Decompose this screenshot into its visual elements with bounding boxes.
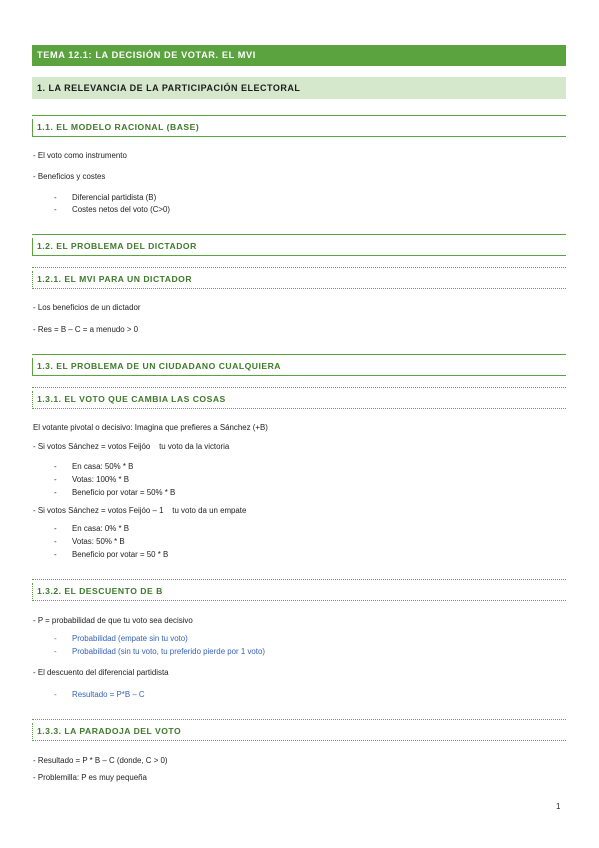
list-item: - Beneficio por votar = 50 * B bbox=[54, 550, 169, 559]
paragraph: - Res = B – C = a menudo > 0 bbox=[33, 325, 139, 334]
paragraph: - Beneficios y costes bbox=[33, 172, 106, 181]
section-1-1-heading: 1.1. EL MODELO RACIONAL (BASE) bbox=[32, 119, 566, 137]
section-1-3-1-heading: 1.3.1. EL VOTO QUE CAMBIA LAS COSAS bbox=[32, 391, 566, 409]
list-item: - Costes netos del voto (C>0) bbox=[54, 205, 171, 214]
paragraph: - El voto como instrumento bbox=[33, 151, 127, 160]
paragraph: - Problemilla: P es muy pequeña bbox=[33, 773, 147, 782]
paragraph: - Si votos Sánchez = votos Feijóo – 1 tu voto da un empate bbox=[33, 506, 247, 515]
paragraph: - P = probabilidad de que tu voto sea decisivo bbox=[33, 616, 193, 625]
list-item: - Beneficio por votar = 50% * B bbox=[54, 488, 176, 497]
section-1-2-1-heading: 1.2.1. EL MVI PARA UN DICTADOR bbox=[32, 271, 566, 289]
list-item: - Votas: 100% * B bbox=[54, 475, 130, 484]
section-1-3-3-heading: 1.3.3. LA PARADOJA DEL VOTO bbox=[32, 723, 566, 741]
page-number: 1 bbox=[556, 802, 561, 811]
list-item: - Resultado = P*B – C bbox=[54, 690, 145, 699]
paragraph: - Los beneficios de un dictador bbox=[33, 303, 141, 312]
section-1-heading: 1. LA RELEVANCIA DE LA PARTICIPACIÓN ELECTORAL bbox=[32, 77, 566, 99]
paragraph: - El descuento del diferencial partidista bbox=[33, 668, 169, 677]
list-item: - Votas: 50% * B bbox=[54, 537, 125, 546]
section-1-3-heading: 1.3. EL PROBLEMA DE UN CIUDADANO CUALQUIERA bbox=[32, 358, 566, 376]
paragraph: - Resultado = P * B – C (donde, C > 0) bbox=[33, 756, 168, 765]
list-item: - Probabilidad (sin tu voto, tu preferido pierde por 1 voto) bbox=[54, 647, 265, 656]
section-1-2-heading: 1.2. EL PROBLEMA DEL DICTADOR bbox=[32, 238, 566, 256]
topic-title: TEMA 12.1: LA DECISIÓN DE VOTAR. EL MVI bbox=[32, 45, 566, 66]
section-1-3-2-heading: 1.3.2. EL DESCUENTO DE B bbox=[32, 583, 566, 601]
list-item: - Probabilidad (empate sin tu voto) bbox=[54, 634, 188, 643]
paragraph: - Si votos Sánchez = votos Feijóo tu voto da la victoria bbox=[33, 442, 230, 451]
list-item: - En casa: 0% * B bbox=[54, 524, 130, 533]
list-item: - En casa: 50% * B bbox=[54, 462, 134, 471]
paragraph: El votante pivotal o decisivo: Imagina que prefieres a Sánchez (+B) bbox=[33, 423, 268, 432]
list-item: - Diferencial partidista (B) bbox=[54, 193, 157, 202]
